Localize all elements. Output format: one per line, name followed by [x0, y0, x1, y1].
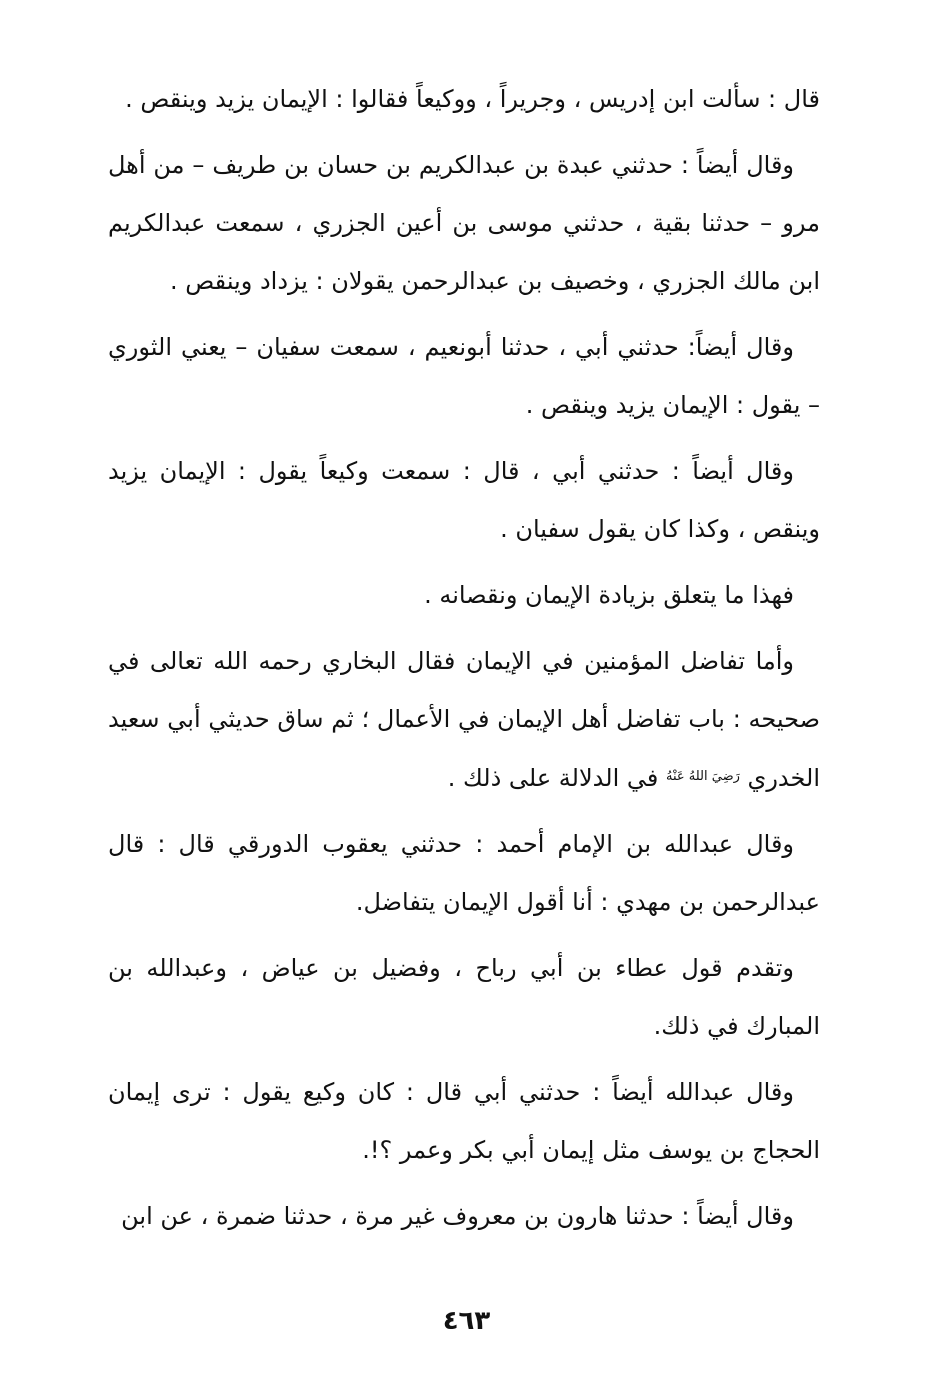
- paragraph: [108, 632, 820, 807]
- paragraph: وقال أيضاً : حدثنا هارون بن معروف غير مرة ، حدثنا ضمرة ، عن ابن: [121, 1202, 794, 1230]
- paragraph: وقال أيضاً : حدثني أبي ، قال : سمعت وكيعاً يقول : الإيمان يزيد وينقص ، وكذا كان يقول سفيان .: [108, 457, 820, 543]
- paragraph: قال : سألت ابن إدريس ، وجريراً ، ووكيعاً فقالوا : الإيمان يزيد وينقص .: [125, 85, 820, 113]
- paragraph: وقال أيضاً : حدثني عبدة بن عبدالكريم بن حسان بن طريف – من أهل مرو – حدثنا بقية ، حدثني موسى بن أعين الجزري ، سمعت عبدالكريم ابن مالك الجزري ، وخصيف بن عبدالرحمن يقولان : يزداد وينقص .: [108, 151, 820, 295]
- paragraph: وتقدم قول عطاء بن أبي رباح ، وفضيل بن عياض ، وعبدالله بن المبارك في ذلك.: [108, 954, 820, 1040]
- paragraph: فهذا ما يتعلق بزيادة الإيمان ونقصانه .: [424, 581, 794, 609]
- paragraph: وقال عبدالله أيضاً : حدثني أبي قال : كان وكيع يقول : ترى إيمان الحجاج بن يوسف مثل إيمان أبي بكر وعمر ؟!.: [108, 1078, 820, 1164]
- paragraph: وقال عبدالله بن الإمام أحمد : حدثني يعقوب الدورقي قال : قال عبدالرحمن بن مهدي : أنا أقول الإيمان يتفاضل.: [108, 830, 820, 916]
- paragraph: وقال أيضاً: حدثني أبي ، حدثنا أبونعيم ، سمعت سفيان – يعني الثوري – يقول : الإيمان يزيد وينقص .: [108, 333, 820, 419]
- paragraph-text-tail: في الدلالة على ذلك .: [447, 764, 666, 792]
- main-text: [108, 70, 820, 1253]
- paragraph-text: وأما تفاضل المؤمنين في الإيمان فقال البخاري رحمه الله تعالى في صحيحه : باب تفاضل أهل الإيمان في الأعمال ؛ ثم ساق حديثي أبي سعيد الخدري: [108, 647, 820, 792]
- page-number: ٤٦٣: [442, 1306, 491, 1336]
- honorific-symbol: رَضِيَ اللهُ عَنْهُ: [665, 769, 740, 784]
